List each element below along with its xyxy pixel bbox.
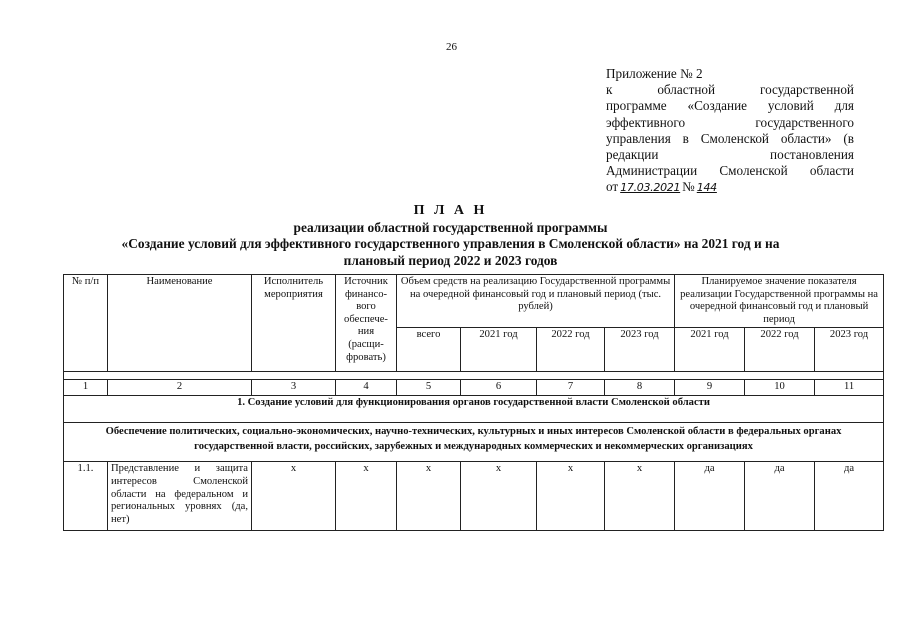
header-2023: 2023 год (605, 328, 675, 372)
title-plan: П Л А Н (413, 203, 488, 218)
header-row-1 (64, 275, 884, 328)
handwritten-number: 144 (696, 181, 717, 195)
column-number: 10 (745, 380, 815, 396)
column-number: 2 (108, 380, 252, 396)
sign-prefix: от (606, 179, 619, 195)
row-cell: x (336, 462, 397, 531)
row-cell: да (815, 462, 884, 531)
appendix-header (606, 66, 854, 197)
header-indicator-2023: 2023 год (815, 328, 884, 372)
title-line-4: плановый период 2022 и 2023 годов (343, 252, 558, 268)
column-number: 3 (252, 380, 336, 396)
sign-number-symbol: № (682, 179, 695, 195)
row-cell: x (252, 462, 336, 531)
row-cell: да (675, 462, 745, 531)
header-indicator-2021: 2021 год (675, 328, 745, 372)
row-cell: x (397, 462, 461, 531)
title-line-2: реализации областной государственной программы (293, 219, 608, 235)
appendix-line-5: управления в Смоленской области» (в (606, 130, 854, 146)
column-number: 1 (64, 380, 108, 396)
header-2022: 2022 год (537, 328, 605, 372)
header-executor: Исполнитель мероприятия (252, 275, 336, 372)
column-number: 8 (605, 380, 675, 396)
header-indicator-2022: 2022 год (745, 328, 815, 372)
gap-row (64, 372, 884, 380)
header-source: Источник финансо-вого обеспече-ния (расщи-фровать) (336, 275, 397, 372)
row-cell: x (461, 462, 537, 531)
header-num: № п/п (64, 275, 108, 372)
appendix-sign-line (606, 179, 854, 196)
appendix-line-7: Администрации Смоленской области (606, 163, 854, 179)
appendix-line-1: Приложение № 2 (606, 66, 703, 81)
section-row (64, 396, 884, 423)
row-num: 1.1. (64, 462, 108, 531)
row-name: Представление и защита интересов Смоленской области на федеральном и региональных уровнях (да, нет) (108, 462, 252, 531)
column-number-row (64, 380, 884, 396)
column-number: 9 (675, 380, 745, 396)
appendix-line-2: к областной государственной (606, 82, 854, 98)
row-cell: x (605, 462, 675, 531)
header-2021: 2021 год (461, 328, 537, 372)
header-total: всего (397, 328, 461, 372)
column-number: 6 (461, 380, 537, 396)
column-number: 7 (537, 380, 605, 396)
appendix-line-4: эффективного государственного (606, 114, 854, 130)
gap-cell (64, 372, 884, 380)
document-title (40, 203, 861, 269)
plan-table (63, 274, 884, 531)
header-indicator-group: Планируемое значение показателя реализации Государственной программы на очередной финансовый год и плановый период (675, 275, 884, 328)
column-number: 5 (397, 380, 461, 396)
subsection-row (64, 423, 884, 462)
table-row (64, 462, 884, 531)
row-cell: x (537, 462, 605, 531)
handwritten-date: 17.03.2021 (620, 181, 681, 195)
header-name: Наименование (108, 275, 252, 372)
column-number: 11 (815, 380, 884, 396)
appendix-line-3: программе «Создание условий для (606, 98, 854, 114)
section-title: 1. Создание условий для функционирования органов государственной власти Смоленской области (64, 396, 884, 423)
header-funding-group: Объем средств на реализацию Государственной программы на очередной финансовый год и плановый период (тыс. рублей) (397, 275, 675, 328)
appendix-line-6: редакции постановления (606, 147, 854, 163)
column-number: 4 (336, 380, 397, 396)
subsection-title: Обеспечение политических, социально-экономических, научно-технических, культурных и иных интересов Смоленской области в федеральных органах государственной власти, российских, зарубежных и международных коммерческих и некоммерческих организациях (64, 423, 884, 462)
page-number: 26 (446, 41, 457, 53)
row-cell: да (745, 462, 815, 531)
title-line-3: «Создание условий для эффективного государственного управления в Смоленской области» на 2021 год и на (121, 236, 780, 251)
